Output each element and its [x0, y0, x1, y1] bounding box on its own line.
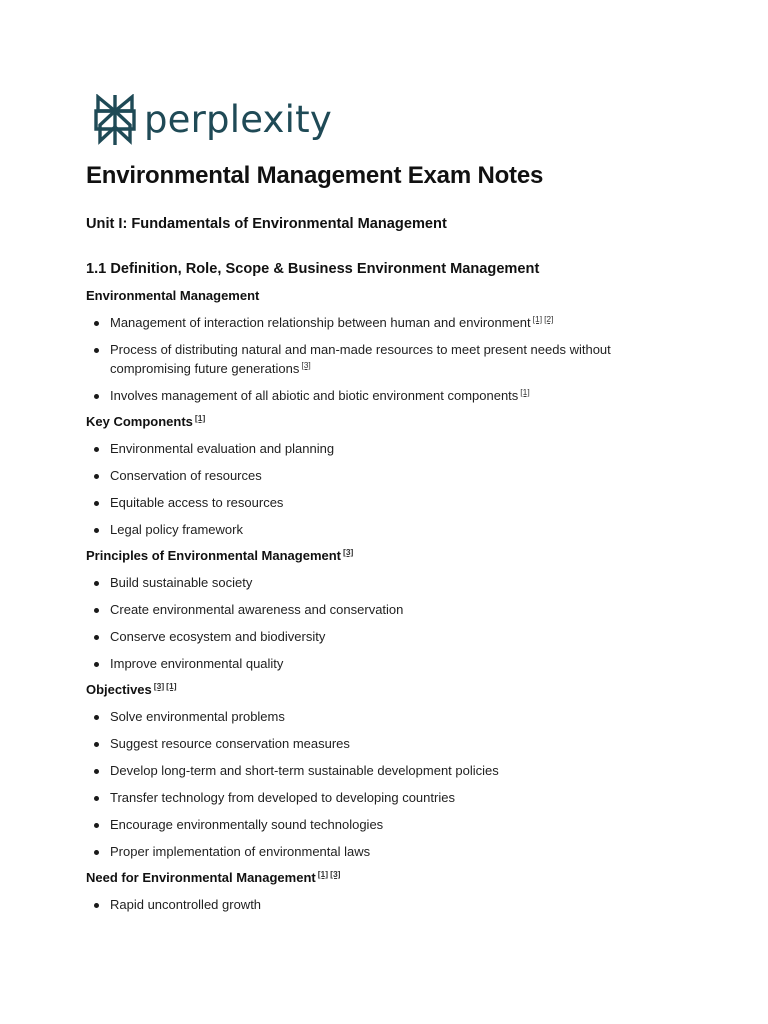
bullet-icon: [94, 769, 99, 774]
citation-link[interactable]: [3]: [343, 547, 354, 557]
list-item: [86, 340, 686, 378]
bullet-icon: [94, 474, 99, 479]
bullet-list: [86, 895, 686, 914]
bullet-icon: [94, 581, 99, 586]
bullet-icon: [94, 715, 99, 720]
subsection-label: [86, 869, 686, 887]
citation-link[interactable]: [2]: [544, 314, 554, 324]
bullet-list: [86, 439, 686, 539]
list-item-text: Build sustainable society: [110, 575, 253, 590]
list-item: [86, 313, 686, 332]
list-item-text: Equitable access to resources: [110, 495, 284, 510]
bullet-list: [86, 707, 686, 861]
list-item: [86, 842, 686, 861]
subsection-label: [86, 681, 686, 699]
subsection-label: [86, 287, 686, 305]
list-item-text: Transfer technology from developed to developing countries: [110, 790, 455, 805]
list-item: [86, 386, 686, 405]
list-item: [86, 573, 686, 592]
bullet-icon: [94, 635, 99, 640]
list-item: [86, 600, 686, 619]
bullet-icon: [94, 850, 99, 855]
list-item-text: Involves management of all abiotic and biotic environment components: [110, 388, 519, 403]
bullet-icon: [94, 608, 99, 613]
bullet-icon: [94, 903, 99, 908]
list-item: [86, 815, 686, 834]
perplexity-logo-icon: [94, 94, 136, 146]
list-item: [86, 520, 686, 539]
list-item: [86, 654, 686, 673]
list-item: [86, 439, 686, 458]
unit-heading: Unit I: Fundamentals of Environmental Management: [86, 216, 447, 232]
bullet-icon: [94, 348, 99, 353]
citation-link[interactable]: [1]: [532, 314, 543, 324]
list-item-text: Proper implementation of environmental laws: [110, 844, 371, 859]
subsection-label-text: Key Components: [86, 414, 193, 429]
citation-link[interactable]: [3]: [301, 360, 311, 370]
section-heading: 1.1 Definition, Role, Scope & Business Environment Management: [86, 261, 540, 277]
bullet-icon: [94, 742, 99, 747]
bullet-list: [86, 573, 686, 673]
bullet-icon: [94, 501, 99, 506]
list-item: [86, 895, 686, 914]
citation-link[interactable]: [1]: [317, 869, 329, 879]
list-item-text: Improve environmental quality: [110, 656, 284, 671]
bullet-icon: [94, 796, 99, 801]
list-item: [86, 627, 686, 646]
citation-link[interactable]: [1]: [520, 387, 530, 397]
logo-wordmark: perplexity: [144, 98, 332, 141]
list-item-text: Management of interaction relationship between human and environment: [110, 315, 531, 330]
bullet-icon: [94, 447, 99, 452]
subsection-label-text: Environmental Management: [86, 288, 260, 303]
list-item: [86, 734, 686, 753]
list-item-text: Rapid uncontrolled growth: [110, 897, 262, 912]
bullet-list: [86, 313, 686, 405]
bullet-icon: [94, 394, 99, 399]
citation-link[interactable]: [1]: [194, 413, 206, 423]
list-item-text: Suggest resource conservation measures: [110, 736, 350, 751]
subsection-label: [86, 547, 686, 565]
list-item-text: Develop long-term and short-term sustainable development policies: [110, 763, 499, 778]
list-item-text: Environmental evaluation and planning: [110, 441, 335, 456]
bullet-icon: [94, 321, 99, 326]
bullet-icon: [94, 662, 99, 667]
list-item-text: Process of distributing natural and man-made resources to meet present needs without compromising future generations: [110, 342, 611, 376]
subsection-label: [86, 413, 686, 431]
list-item-text: Encourage environmentally sound technologies: [110, 817, 384, 832]
page-title: Environmental Management Exam Notes: [86, 162, 544, 189]
citation-link[interactable]: [3]: [330, 869, 341, 879]
subsection-label-text: Objectives: [86, 682, 152, 697]
list-item: [86, 761, 686, 780]
list-item: [86, 466, 686, 485]
subsection-label-text: Principles of Environmental Management: [86, 548, 341, 563]
list-item: [86, 707, 686, 726]
list-item: [86, 788, 686, 807]
bullet-icon: [94, 528, 99, 533]
citation-link[interactable]: [3]: [153, 681, 165, 691]
list-item-text: Solve environmental problems: [110, 709, 285, 724]
citation-link[interactable]: [1]: [166, 681, 177, 691]
bullet-icon: [94, 823, 99, 828]
list-item-text: Create environmental awareness and conservation: [110, 602, 404, 617]
sections-container: [86, 287, 686, 914]
list-item: [86, 493, 686, 512]
list-item-text: Conservation of resources: [110, 468, 262, 483]
subsection-label-text: Need for Environmental Management: [86, 870, 316, 885]
list-item-text: Conserve ecosystem and biodiversity: [110, 629, 326, 644]
logo: [94, 93, 332, 147]
list-item-text: Legal policy framework: [110, 522, 243, 537]
document-body: [86, 158, 686, 922]
